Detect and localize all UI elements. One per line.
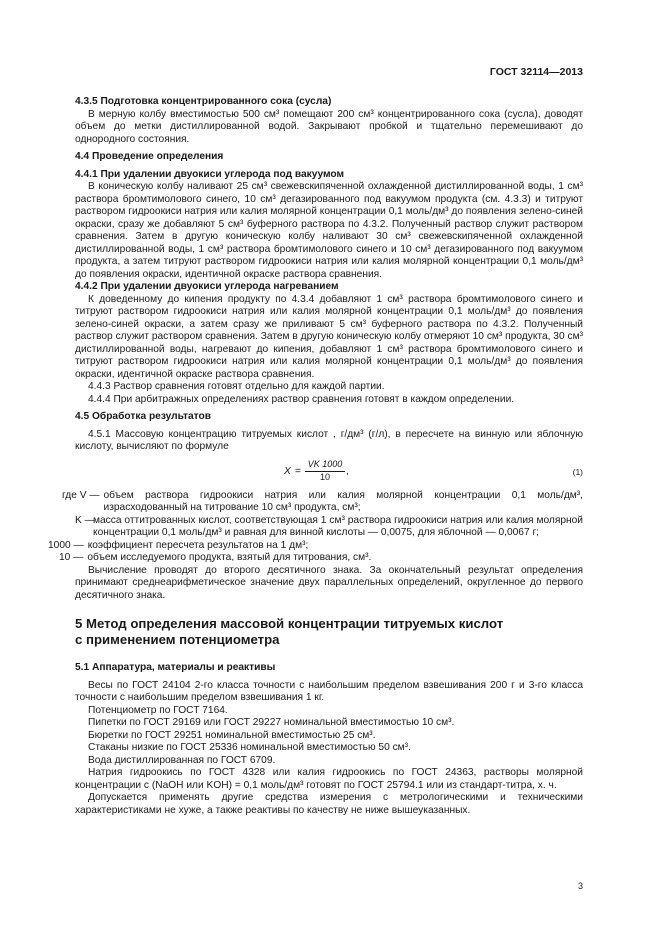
section-4-3-5-title: 4.3.5 Подготовка концентрированного сока (сусла) xyxy=(75,96,332,107)
standard-code: ГОСТ 32114—2013 xyxy=(489,66,583,78)
equipment-item: Пипетки по ГОСТ 29169 или ГОСТ 29227 номинальной вместимостью 10 см³. xyxy=(88,717,455,728)
equipment-item: Стаканы низкие по ГОСТ 25336 номинальной вместимостью 50 см³. xyxy=(88,742,411,753)
equipment-item: Вода дистиллированная по ГОСТ 6709. xyxy=(88,754,276,766)
section-5-title-line-1: 5 Метод определения массовой концентрации титруемых кислот xyxy=(75,616,504,631)
formula-number: (1) xyxy=(572,466,583,477)
section-4-3-5-text: В мерную колбу вместимостью 500 см³ помещают 200 см³ концентрированного сока (сусла), доводят объем до метки дистиллированной водой. Закрывают пробкой и тщательно перемешивают до однородного состояния. xyxy=(75,108,583,145)
section-4-4-1-title: 4.4.1 При удалении двуокиси углерода под вакуумом xyxy=(75,168,345,180)
section-4-5-1-text: 4.5.1 Массовую концентрацию титруемых кислот , г/дм³ (г/л), в пересчете на винную или яблочную кислоту, вычисляют по формуле xyxy=(75,428,583,452)
section-4-4-3-text: 4.4.3 Раствор сравнения готовят отдельно для каждой партии. xyxy=(88,381,385,392)
formula-equals: = xyxy=(295,465,301,477)
equipment-item: Потенциометр по ГОСТ 7164. xyxy=(88,704,228,716)
formula-fraction xyxy=(305,459,345,483)
calculation-note: Вычисление проводят до второго десятичного знака. За окончательный результат определения принимают среднеарифметическое значение двух параллельных определений, округленное до первого десятичного знака. xyxy=(75,564,583,601)
page-body xyxy=(48,96,583,817)
section-5-title xyxy=(75,616,583,648)
definition-item xyxy=(48,540,583,553)
definition-text: объем раствора гидроокиси натрия или калия молярной концентрации 0,1 моль/дм³, израсходованный на титрование 10 см³ продукта, см³; xyxy=(103,489,583,513)
section-5-title-line-2: с применением потенциометра xyxy=(75,632,280,647)
definition-item xyxy=(62,490,583,515)
section-4-4-2-title: 4.4.2 При удалении двуокиси углерода нагреванием xyxy=(75,281,339,292)
equipment-item: Весы по ГОСТ 24104 2-го класса точности с наибольшим пределом взвешивания 200 г и 3-го класса точности с наибольшим пределом взвешивания 1 кг. xyxy=(75,679,583,703)
definition-term: K — xyxy=(75,514,95,526)
section-4-4-4-text: 4.4.4 При арбитражных определениях раствор сравнения готовят в каждом определении. xyxy=(88,393,515,405)
page-number: 3 xyxy=(578,881,584,891)
formula-trailing: , xyxy=(346,465,349,477)
equipment-item: Бюретки по ГОСТ 29251 номинальной вместимостью 25 см³. xyxy=(88,729,376,741)
definition-item xyxy=(75,515,583,540)
definition-term: 1000 — xyxy=(48,539,84,551)
formula-1 xyxy=(75,456,583,490)
equipment-item: Допускается применять другие средства измерения с метрологическими и техническими характеристиками не хуже, а также реактивы по качеству не ниже вышеуказанных. xyxy=(75,792,583,816)
formula-numerator: VK 1000 xyxy=(305,459,345,472)
definition-item xyxy=(59,552,583,565)
formula-definitions xyxy=(48,489,583,565)
section-5-1-title: 5.1 Аппаратура, материалы и реактивы xyxy=(75,662,276,673)
section-4-4-1-text: В коническую колбу наливают 25 см³ свежевскипяченной охлажденной дистиллированной воды, 1 см³ раствора бромтимолового синего, 10 см³ дегазированного под вакуумом продукта (см. 4.3.3) и титруют раствором гидроокиси натрия или калия молярной концентрации 0,1 моль/дм³ до появления зелено-синей окраски, сразу же добавляют 5 см³ буферного раствора по 4.3.2. Полученный раствор служит раствором сравнения. Затем в другую коническую колбу наливают 30 см³ свежевскипяченной охлажденной дистиллированной воды, 1 см³ раствора бромтимолового синего и 10 см³ дегазированного под вакуумом продукта, а затем титруют раствором гидроокиси натрия или калия молярной концентрации 0,1 моль/дм³ до появления окраски, идентичной окраске раствора сравнения. xyxy=(75,181,583,280)
equipment-item: Натрия гидроокись по ГОСТ 4328 или калия гидроокись по ГОСТ 24363, растворы молярной концентрации c (NaOH или KOH) = 0,1 моль/дм³ готовят по ГОСТ 25794.1 или из стандарт-титра, х. ч. xyxy=(75,767,583,791)
definition-term: 10 — xyxy=(59,552,84,563)
formula-denominator: 10 xyxy=(319,471,330,482)
section-4-5-title: 4.5 Обработка результатов xyxy=(75,411,212,422)
definition-text: коэффициент пересчета результатов на 1 дм³; xyxy=(87,539,309,551)
definition-term: где V — xyxy=(62,489,100,501)
definition-text: масса оттитрованных кислот, соответствующая 1 см³ раствора гидроокиси натрия или калия молярной концентрации 0,1 моль/дм³ и равная для винной кислоты — 0,0075, для яблочной — 0,0067 г; xyxy=(93,514,583,538)
formula-lhs: X xyxy=(284,465,291,477)
section-4-4-title: 4.4 Проведение определения xyxy=(75,151,224,162)
definition-text: объем исследуемого продукта, взятый для титрования, см³. xyxy=(87,552,372,563)
section-4-4-2-text: К доведенному до кипения продукту по 4.3.4 добавляют 1 см³ раствора бромтимолового синего и титруют раствором гидроокиси натрия или калия молярной концентрации 0,1 моль/дм³ до появления зелено-синей окраски, а затем сразу же приливают 5 см³ буферного раствора по 4.3.2. Полученный раствор служит раствором сравнения. Затем в другую коническую колбу отмеряют 10 см³ продукта, 30 см³ дистиллированной воды, нагревают до кипения, добавляют 1 см³ раствора бромтимолового синего и титруют раствором гидроокиси натрия или калия молярной концентрации 0,1 моль/дм³ до появления окраски, идентичной окраске раствора сравнения. xyxy=(75,293,583,380)
